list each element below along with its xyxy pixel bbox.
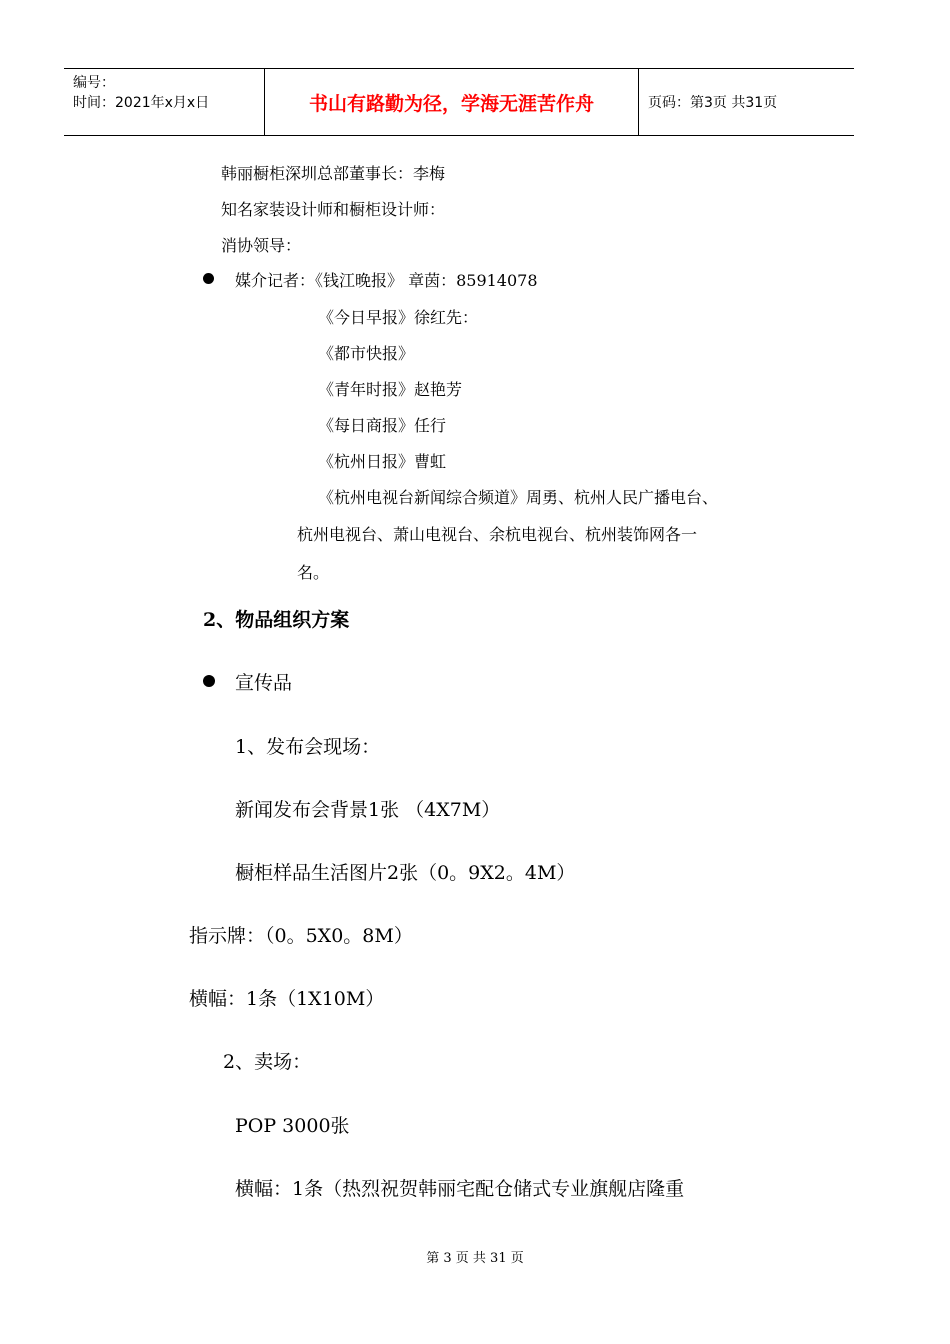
- section-2-title: 2、物品组织方案: [203, 609, 350, 631]
- venue-heading: 1、发布会现场：: [235, 736, 381, 758]
- media-lead-line: 媒介记者：《钱江晚报》 章茵：85914078: [235, 271, 538, 290]
- banner-item: 横幅：1条（1X10M）: [189, 988, 385, 1010]
- pop-item: POP 3000张: [235, 1115, 350, 1137]
- media-tv-line: 《杭州电视台新闻综合频道》周勇、杭州人民广播电台、: [318, 488, 719, 507]
- bullet-icon: [203, 273, 214, 284]
- page-header: [64, 68, 854, 136]
- chairman-line: 韩丽橱柜深圳总部董事长：李梅: [221, 164, 446, 183]
- page-footer: 第 3 页 共 31 页: [426, 1251, 524, 1266]
- consumer-assoc-line: 消协领导：: [221, 236, 302, 255]
- media-item: 《都市快报》: [318, 344, 415, 363]
- backdrop-item: 新闻发布会背景1张 （4X7M）: [235, 799, 501, 821]
- media-tv-line: 名。: [297, 563, 330, 582]
- header-motto: 书山有路勤为径，学海无涯苦作舟: [265, 69, 639, 135]
- media-item: 《每日商报》任行: [318, 416, 447, 435]
- bullet-icon: [203, 675, 215, 687]
- promo-bullet-label: 宣传品: [235, 672, 293, 694]
- store-banner-item: 横幅：1条（热烈祝贺韩丽宅配仓储式专业旗舰店隆重: [235, 1178, 685, 1200]
- store-heading: 2、卖场：: [223, 1051, 312, 1073]
- doc-number-label: 编号：: [73, 75, 115, 91]
- header-page-info: 页码：第3页 共31页: [648, 95, 778, 111]
- signboard-item: 指示牌：（0。5X0。8M）: [189, 925, 413, 947]
- media-item: 《杭州日报》曹虹: [318, 452, 447, 471]
- media-tv-line: 杭州电视台、萧山电视台、余杭电视台、杭州装饰网各一: [297, 525, 698, 544]
- media-item: 《青年时报》赵艳芳: [318, 380, 463, 399]
- media-item: 《今日早报》徐红先：: [318, 308, 479, 327]
- designers-line: 知名家装设计师和橱柜设计师：: [221, 200, 446, 219]
- header-meta: [64, 69, 265, 135]
- doc-time-label: 时间：2021年x月x日: [73, 95, 210, 111]
- photos-item: 橱柜样品生活图片2张（0。9X2。4M）: [235, 862, 576, 884]
